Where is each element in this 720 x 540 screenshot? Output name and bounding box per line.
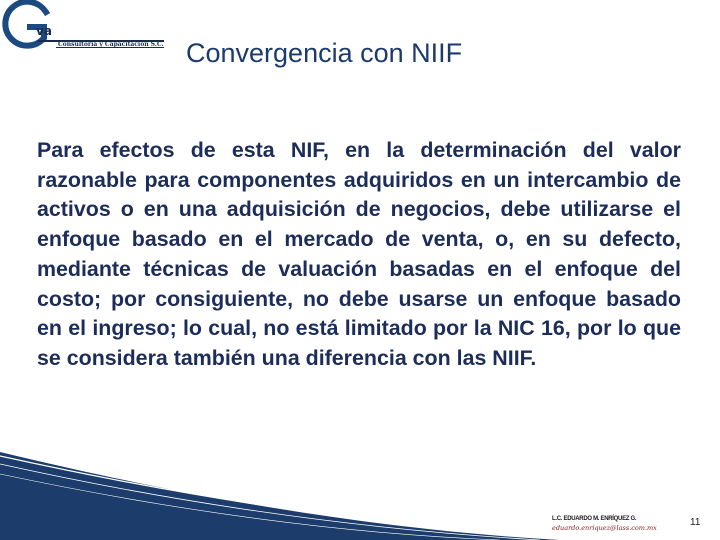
author-name: L.C. EDUARDO M. ENRÍQUEZ G. bbox=[552, 516, 637, 522]
logo-letters: va bbox=[36, 24, 52, 38]
g-logo-icon bbox=[0, 0, 170, 60]
author-email: eduardo.enriquez@lass.com.mx bbox=[552, 524, 657, 532]
page-number: 11 bbox=[690, 517, 701, 528]
author-signature bbox=[552, 516, 672, 532]
slide-title: Convergencia con NIIF bbox=[186, 38, 463, 68]
logo-tagline: Consultoría y Capacitación S.C. bbox=[58, 41, 164, 48]
body-paragraph: Para efectos de esta NIF, en la determinación del valor razonable para componentes adquiridos en un intercambio de activos o en una adquisición de negocios, debe utilizarse el enfoque basado en el mercado de venta, o, en su defecto, mediante técnicas de valuación basadas en el enfoque del costo; por consiguiente, no debe usarse un enfoque basado en el ingreso; lo cual, no está limitado por la NIC 16, por lo que se considera también una diferencia con las NIIF. bbox=[37, 138, 681, 370]
company-logo bbox=[0, 0, 170, 60]
